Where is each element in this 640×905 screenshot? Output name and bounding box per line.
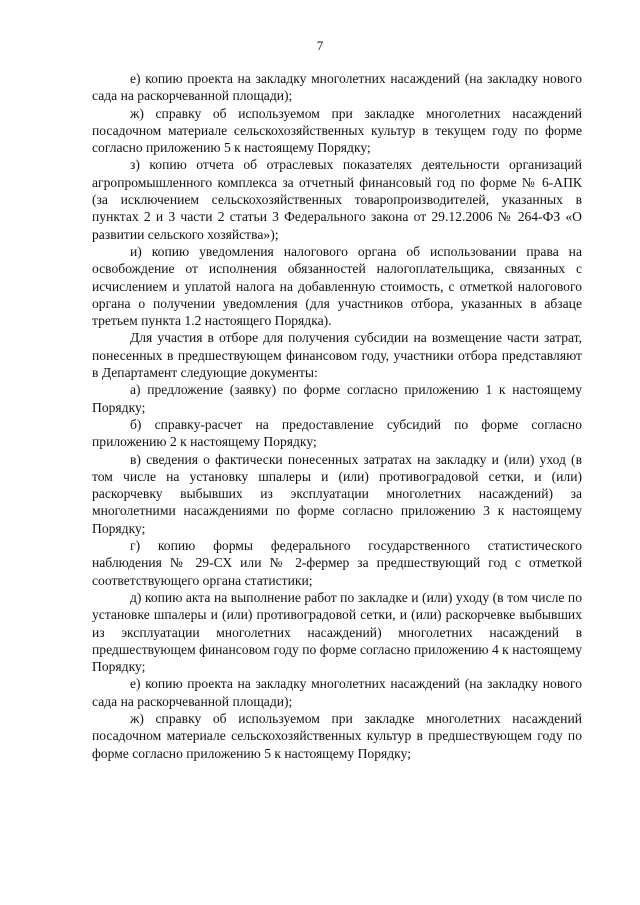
paragraph-zh-planting-material-2: ж) справку об используемом при закладке многолетних насаждений посадочном материале сельскохозяйственных культур в предшествующем году по форме согласно приложению 5 к настоящему Порядку;	[92, 710, 582, 761]
paragraph-i-tax-notice: и) копию уведомления налогового органа об использовании права на освобождение от исполнения обязанностей налогоплательщика, связанных с исчислением и уплатой налога на добавленную стоимость, с отметкой налогового органа о получении уведомления (для участников отбора, указанных в абзаце третьем пункта 1.2 настоящего Порядка).	[92, 243, 582, 329]
paragraph-zh-planting-material: ж) справку об используемом при закладке многолетних насаждений посадочном материале сельскохозяйственных культур в текущем году по форме согласно приложению 5 к настоящему Порядку;	[92, 105, 582, 156]
paragraph-v-costs-info: в) сведения о фактически понесенных затратах на закладку и (или) уход (в том числе на установку шпалеры и (или) противоградовой сетки, и (или) раскорчевку выбывших из эксплуатации многолетних насаждений) за многолетними насаждениями по форме согласно приложению 3 к настоящему Порядку;	[92, 451, 582, 536]
paragraph-e-project-copy-2: е) копию проекта на закладку многолетних насаждений (на закладку нового сада на раскорчеванной площади);	[92, 676, 582, 709]
document-body	[92, 70, 582, 762]
paragraph-d-works-act: д) копию акта на выполнение работ по закладке и (или) уходу (в том числе по установке шпалеры и (или) противоградовой сетки, и (или) раскорчевке выбывших из эксплуатации многолетних насаждений) многолетних насаждений в предшествующем финансовом году по форме согласно приложению 4 к настоящему Порядку;	[92, 589, 582, 675]
paragraph-b-calculation: б) справку-расчет на предоставление субсидий по форме согласно приложению 2 к настоящему Порядку;	[92, 416, 582, 450]
paragraph-e-project-copy: е) копию проекта на закладку многолетних насаждений (на закладку нового сада на раскорчеванной площади);	[92, 71, 582, 104]
paragraph-g-statistics-form: г) копию формы федерального государственного статистического наблюдения № 29-СХ или № 2-фермер за предшествующий год с отметкой соответствующего органа статистики;	[92, 538, 582, 588]
paragraph-z-report-copy: з) копию отчета об отраслевых показателях деятельности организаций агропромышленного комплекса за отчетный финансовый год по форме № 6-АПК (за исключением сельскохозяйственных товаропроизводителей, указанных в пунктах 2 и 3 части 2 статьи 3 Федерального закона от 29.12.2006 № 264-ФЗ «О развитии сельского хозяйства»);	[92, 157, 582, 242]
paragraph-a-application: а) предложение (заявку) по форме согласно приложению 1 к настоящему Порядку;	[92, 382, 582, 415]
paragraph-documents-intro: Для участия в отборе для получения субсидии на возмещение части затрат, понесенных в предшествующем финансовом году, участники отбора представляют в Департамент следующие документы:	[92, 330, 582, 381]
page-number: 7	[316, 38, 324, 53]
